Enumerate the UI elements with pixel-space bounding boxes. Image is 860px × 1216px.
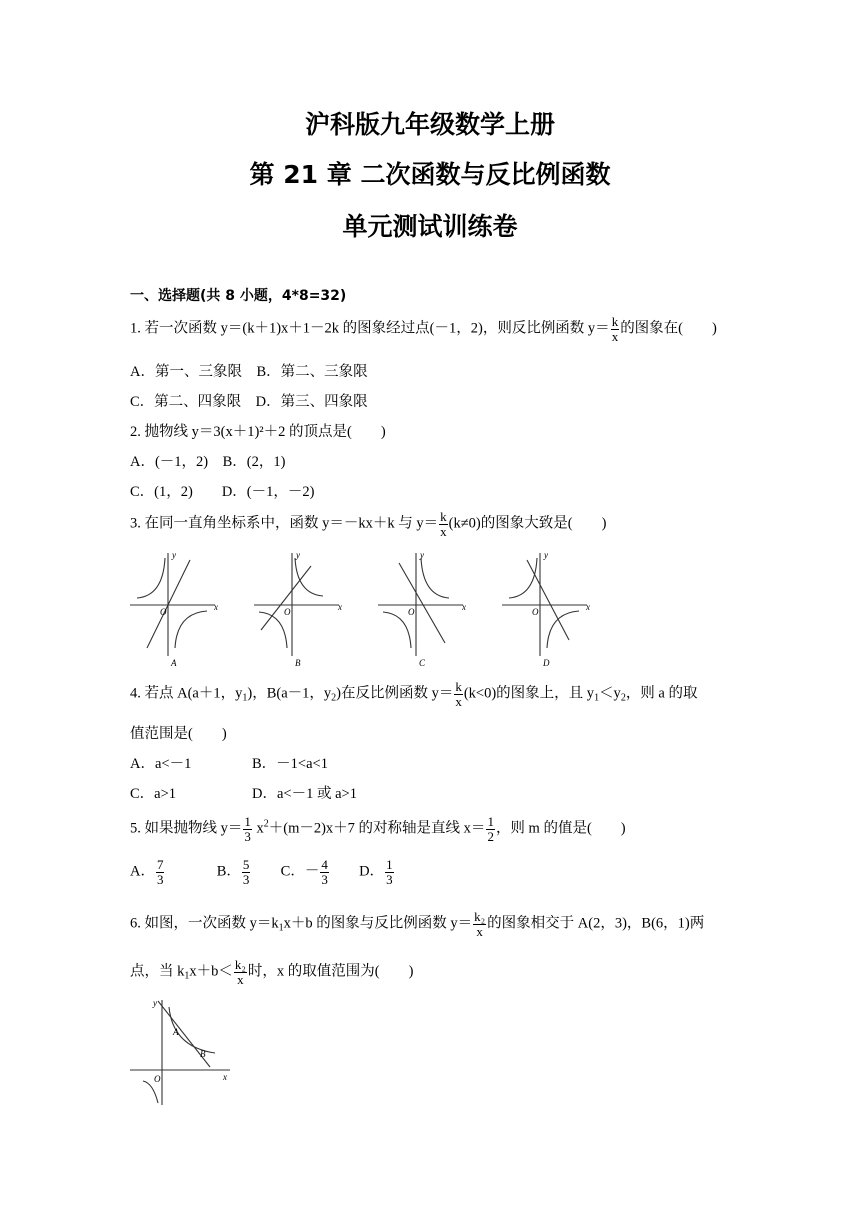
q1-text-b: 的图象在( ) [620,320,717,337]
q5-option-d: D． [359,863,385,880]
q5-fraction-1: $\frac{1}{3}$ [244,814,251,844]
q3-text-a: 3. 在同一直角坐标系中，函数 y＝－kx＋k 与 y＝ [130,515,439,532]
question-2: 2. 抛物线 y＝3(x＋1)²＋2 的顶点是( ) [130,424,386,440]
q4-text-d: (k<0)的图象上，且 y [463,685,595,702]
graph-b [254,553,339,656]
graph-a [130,553,215,656]
chapter-title: 第 21 章 二次函数与反比例函数 [249,160,611,189]
graph-d-origin: O [532,607,539,617]
q5-frac-d: $\frac{1}{3}$ [386,857,393,887]
q6-l2-c: 时，x 的取值范围为( ) [247,963,414,980]
q5-options [130,858,395,886]
test-title: 单元测试训练卷 [342,212,518,241]
q5-sup: 2 [263,818,269,830]
q4-line-2: 值范围是( ) [130,726,227,742]
section-heading: 一、选择题(共 8 小题，4*8=32) [130,288,347,304]
q5-option-b: B． [216,863,241,880]
graph-a-label: A [171,658,177,668]
q5-fraction-2: $\frac{1}{2}$ [487,814,494,844]
q6-x-label: x [223,1072,227,1082]
q4-text-e: ＜y [599,685,621,702]
question-6 [130,910,704,938]
question-4 [130,680,698,708]
q4-sub-2: 2 [331,692,337,704]
q6-l2-b: x＋b＜ [189,963,233,980]
graph-b-origin: O [284,607,291,617]
q6-l2-sub: 1 [184,970,190,982]
q4-text-f: ，则 a 的取 [625,685,698,702]
graph-a-origin: O [160,607,167,617]
q5-option-a: A． [130,863,155,880]
graph-d-x-label: x [586,602,590,612]
q1-fraction: $\frac{k}{x}$ [611,314,619,344]
graph-c-x-label: x [462,602,466,612]
graph-c-y-label: y [420,550,424,560]
question-5 [130,815,626,843]
graph-a-y-label: y [172,550,176,560]
question-1 [130,315,717,343]
graph-b-label: B [295,658,301,668]
graph-c-label: C [419,658,426,668]
q4-option-d: D．a<－1 或 a>1 [252,786,357,802]
graph-c [378,553,463,656]
q5-frac-a: $\frac{7}{3}$ [156,857,164,887]
graph-b-x-label: x [338,602,342,612]
q5-frac-b: $\frac{5}{3}$ [242,857,250,887]
q6-fraction: $\frac{\text{k₂}}{x}$ [474,909,486,939]
q4-sub-3: 1 [594,692,600,704]
q6-y-label: y [153,998,157,1008]
graph-a-x-label: x [214,602,218,612]
graph-d-label: D [543,658,550,668]
q5-option-c: C．－ [280,863,320,880]
q5-text-b: x [252,820,264,837]
q4-sub-4: 2 [620,692,626,704]
q4-option-b: B．－1<a<1 [252,756,328,772]
q1-options-ab: A．第一、三象限 B．第二、三象限 [130,364,368,380]
q6-figure [125,995,245,1110]
q6-text-c: 的图象相交于 A(2，3)，B(6，1)两 [487,915,705,932]
graph-b-y-label: y [296,550,300,560]
q4-option-a: A．a<－1 [130,756,192,772]
q6-text-a: 6. 如图，一次函数 y＝k [130,915,279,932]
q2-options-cd: C．(1，2) D．(－1，－2) [130,484,315,500]
graph-d-y-label: y [544,550,548,560]
doc-title: 沪科版九年级数学上册 [304,110,555,139]
q6-point-a: A [173,1027,179,1037]
q6-point-b: B [200,1049,206,1059]
graph-c-origin: O [408,607,415,617]
q6-line-2 [130,958,413,986]
q6-sub-1: 1 [278,922,284,934]
q5-frac-c: $\frac{4}{3}$ [321,857,328,887]
q4-text-c: )在反比例函数 y＝ [336,685,454,702]
q6-l2-fraction: $\frac{\text{k₂}}{x}$ [234,957,246,987]
q3-text-b: (k≠0)的图象大致是( ) [448,515,607,532]
question-3 [130,510,606,538]
q6-text-b: x＋b 的图象与反比例函数 y＝ [283,915,473,932]
q4-text-a: 4. 若点 A(a＋1，y [130,685,243,702]
q4-text-b: )，B(a－1，y [247,685,332,702]
q6-origin: O [154,1074,161,1084]
q1-text-a: 1. 若一次函数 y＝(k＋1)x＋1－2k 的图象经过点(－1，2)，则反比例函数 y＝ [130,320,610,337]
q1-options-cd: C．第二、四象限 D．第三、四象限 [130,394,368,410]
q4-fraction: $\frac{k}{x}$ [455,679,462,709]
q5-text-d: ，则 m 的值是( ) [495,820,626,837]
q4-sub-1: 1 [242,692,248,704]
q6-l2-a: 点，当 k [130,963,185,980]
q5-text-a: 5. 如果抛物线 y＝ [130,820,243,837]
q4-option-c: C．a>1 [130,786,177,802]
q3-fraction: $\frac{k}{x}$ [440,509,447,539]
q3-graphs [125,548,605,670]
graph-d [502,553,587,656]
q2-options-ab: A．(－1，2) B．(2，1) [130,454,286,470]
q5-text-c: ＋(m－2)x＋7 的对称轴是直线 x＝ [268,820,486,837]
